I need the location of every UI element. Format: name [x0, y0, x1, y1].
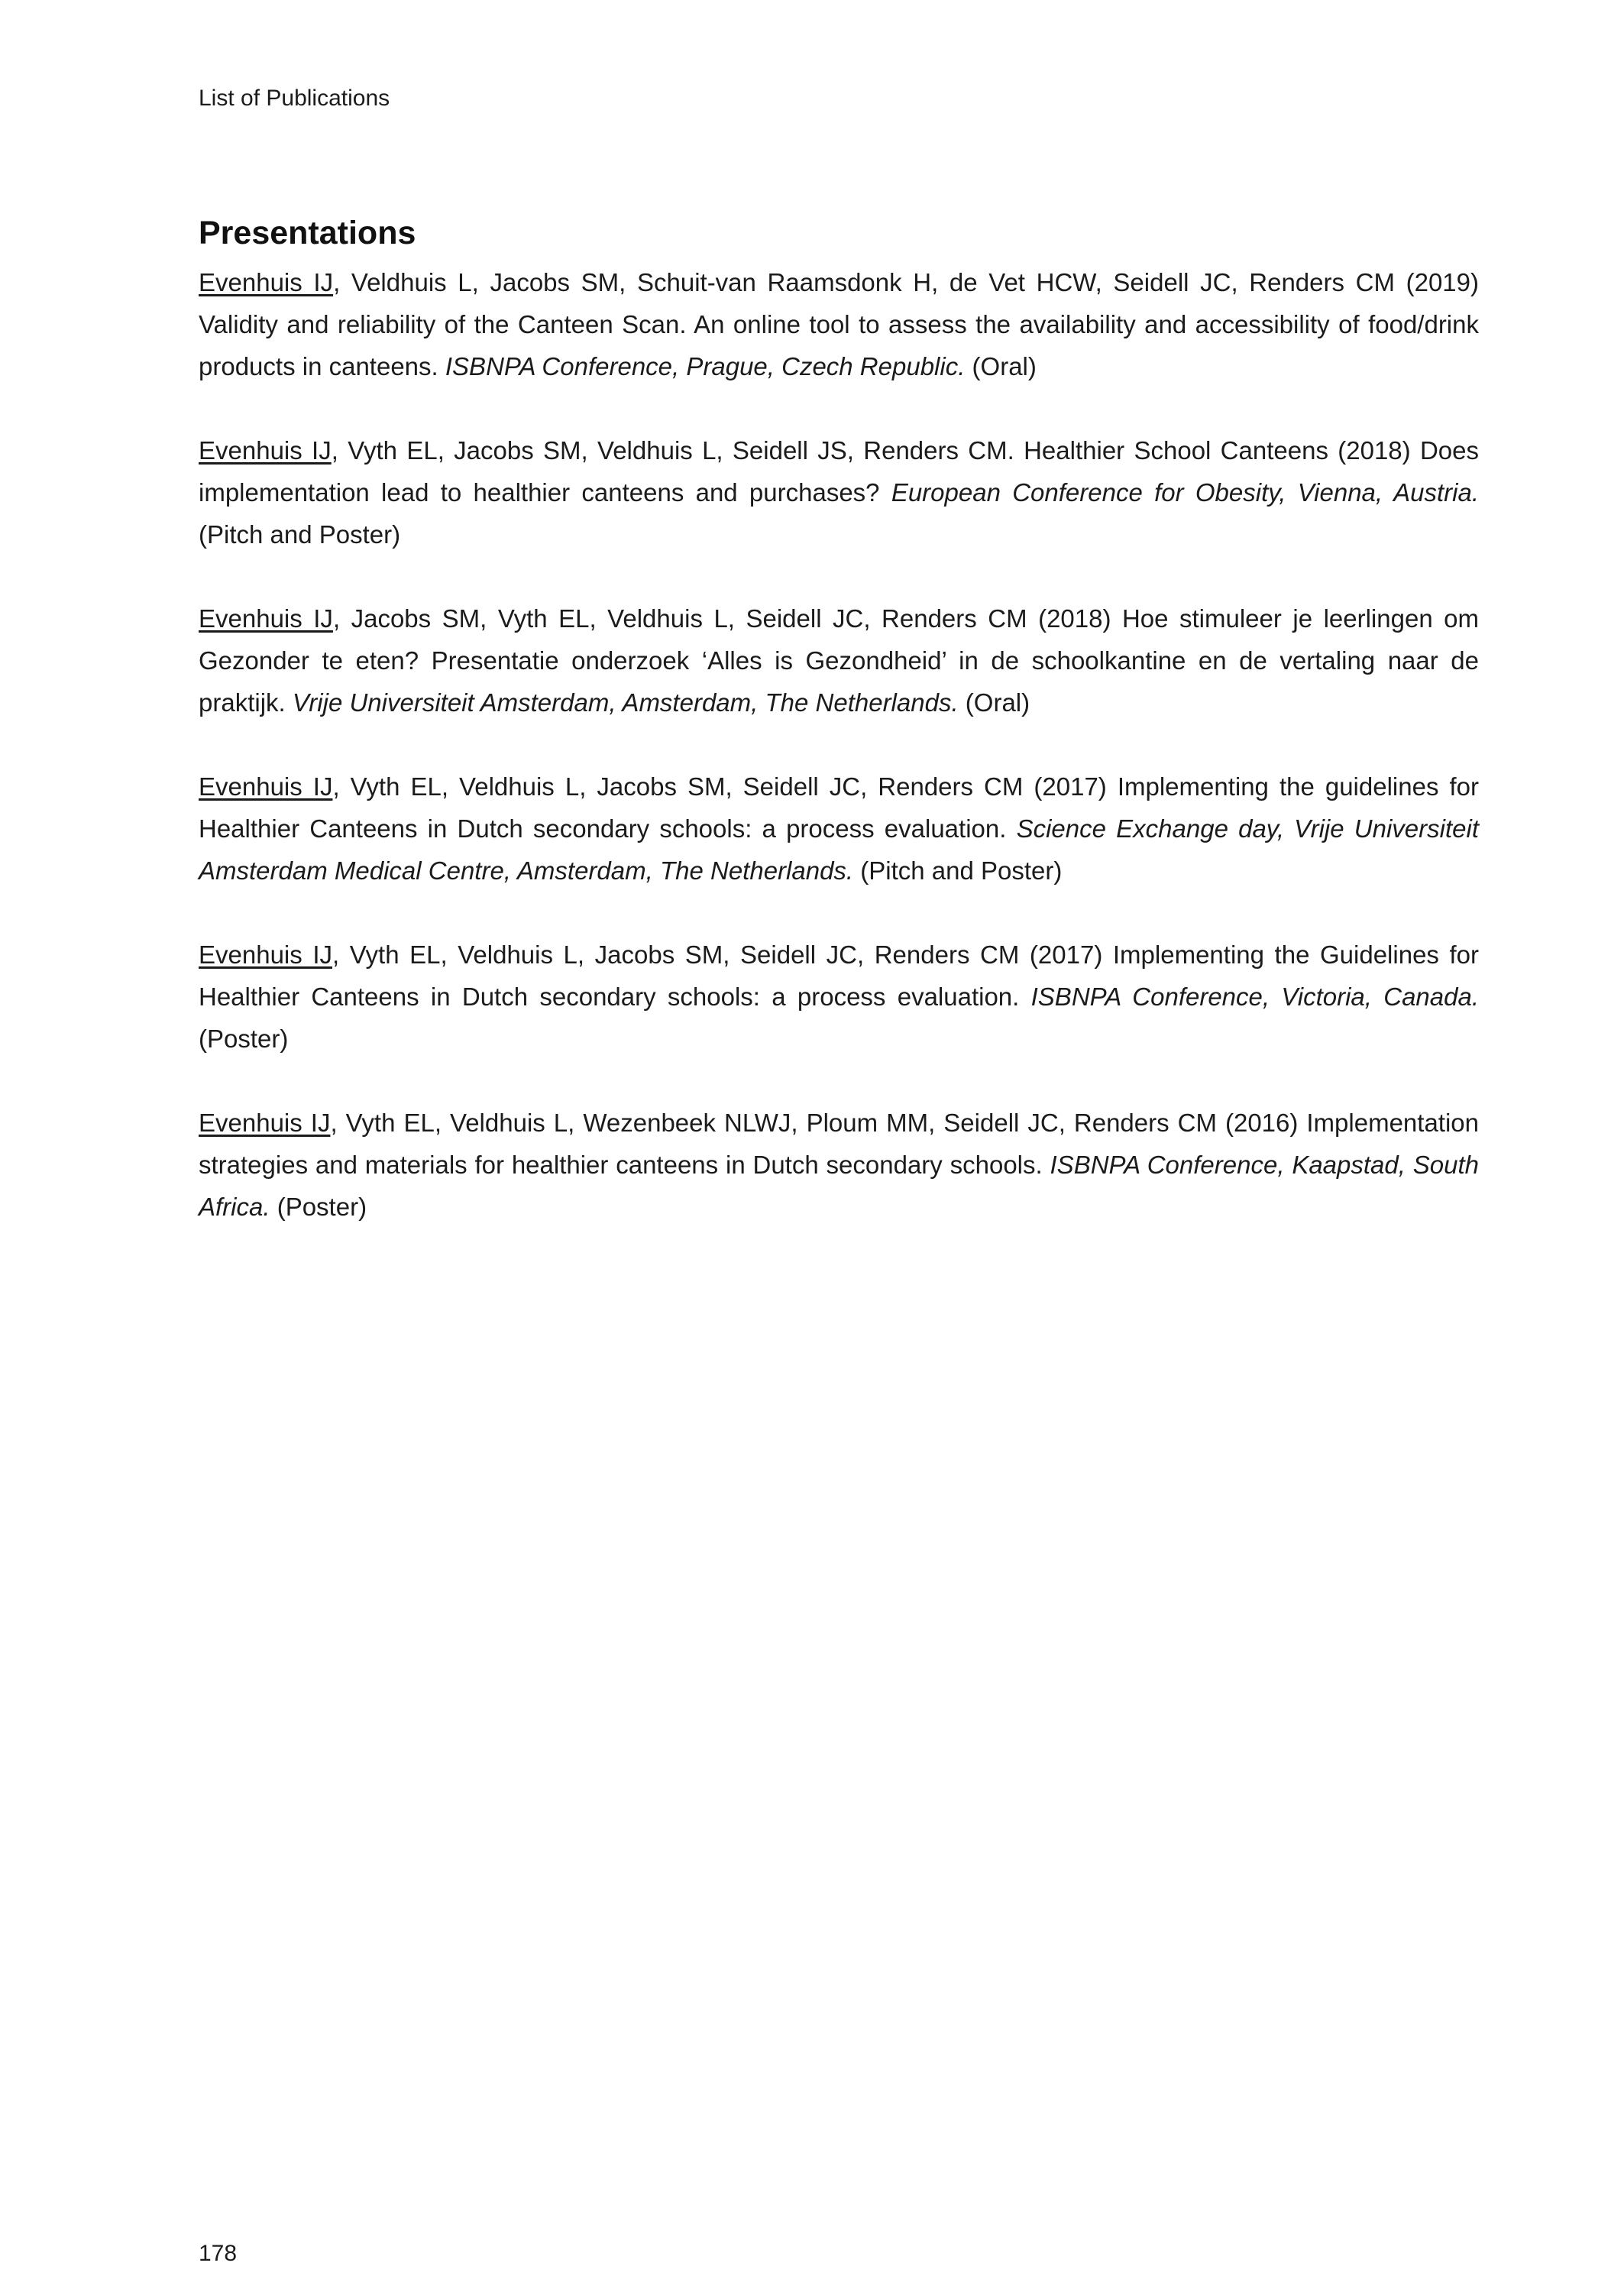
- entry-body: , Veldhuis L, Jacobs SM, Schuit-van Raamsdonk H, de Vet HCW, Seidell JC, Renders CM (2019) Validity and reliability of the Canteen Scan. An online tool to assess the availability and accessibility of food/drink products in canteens.: [199, 268, 1480, 380]
- section-title: Presentations: [199, 215, 416, 251]
- entry-body: , Vyth EL, Jacobs SM, Veldhuis L, Seidell JS, Renders CM. Healthier School Canteens (2018) Does implementation lead to healthier canteens and purchases?: [199, 436, 1479, 507]
- entry-venue: ISBNPA Conference, Kaapstad, South Africa.: [199, 1151, 1479, 1221]
- entry-venue: ISBNPA Conference, Victoria, Canada.: [1030, 983, 1479, 1011]
- entry-venue: ISBNPA Conference, Prague, Czech Republic.: [445, 352, 966, 380]
- publication-entry: [199, 261, 1479, 387]
- author-underlined: Evenhuis IJ: [199, 1109, 331, 1137]
- entry-format: (Pitch and Poster): [199, 520, 401, 549]
- entry-body: , Vyth EL, Veldhuis L, Jacobs SM, Seidell JC, Renders CM (2017) Implementing the guidelines for Healthier Canteens in Dutch secondary schools: a process evaluation.: [199, 772, 1479, 843]
- publication-entry: [199, 766, 1479, 892]
- publication-entry: [199, 597, 1479, 724]
- entry-format: (Pitch and Poster): [853, 856, 1063, 885]
- entry-venue: Science Exchange day, Vrije Universiteit Amsterdam Medical Centre, Amsterdam, The Netherlands.: [199, 814, 1479, 885]
- author-underlined: Evenhuis IJ: [199, 268, 334, 296]
- entry-format: (Oral): [965, 352, 1037, 380]
- entry-format: (Oral): [958, 688, 1030, 717]
- entry-format: (Poster): [270, 1193, 367, 1221]
- entry-body: , Vyth EL, Veldhuis L, Jacobs SM, Seidell JC, Renders CM (2017) Implementing the Guidelines for Healthier Canteens in Dutch secondary schools: a process evaluation.: [199, 940, 1480, 1011]
- entry-venue: Vrije Universiteit Amsterdam, Amsterdam, The Netherlands.: [292, 688, 959, 717]
- publication-entry: [199, 934, 1479, 1060]
- author-underlined: Evenhuis IJ: [199, 772, 333, 801]
- author-underlined: Evenhuis IJ: [199, 604, 333, 633]
- entry-venue: European Conference for Obesity, Vienna, Austria.: [891, 478, 1479, 507]
- publication-entry: [199, 429, 1479, 555]
- author-underlined: Evenhuis IJ: [199, 940, 332, 969]
- entry-body: , Vyth EL, Veldhuis L, Wezenbeek NLWJ, Ploum MM, Seidell JC, Renders CM (2016) Implementation strategies and materials for healthier canteens in Dutch secondary schools.: [199, 1109, 1480, 1179]
- page-number: 178: [199, 2241, 238, 2266]
- entry-body: , Jacobs SM, Vyth EL, Veldhuis L, Seidell JC, Renders CM (2018) Hoe stimuleer je leerlingen om Gezonder te eten? Presentatie onderzoek ‘Alles is Gezondheid’ in de schoolkantine en de vertaling naar de praktijk.: [199, 604, 1480, 717]
- running-header: List of Publications: [199, 86, 390, 111]
- publication-entry: [199, 1102, 1479, 1228]
- author-underlined: Evenhuis IJ: [199, 436, 332, 465]
- page-content: [199, 84, 1479, 1270]
- entry-format: (Poster): [199, 1025, 289, 1053]
